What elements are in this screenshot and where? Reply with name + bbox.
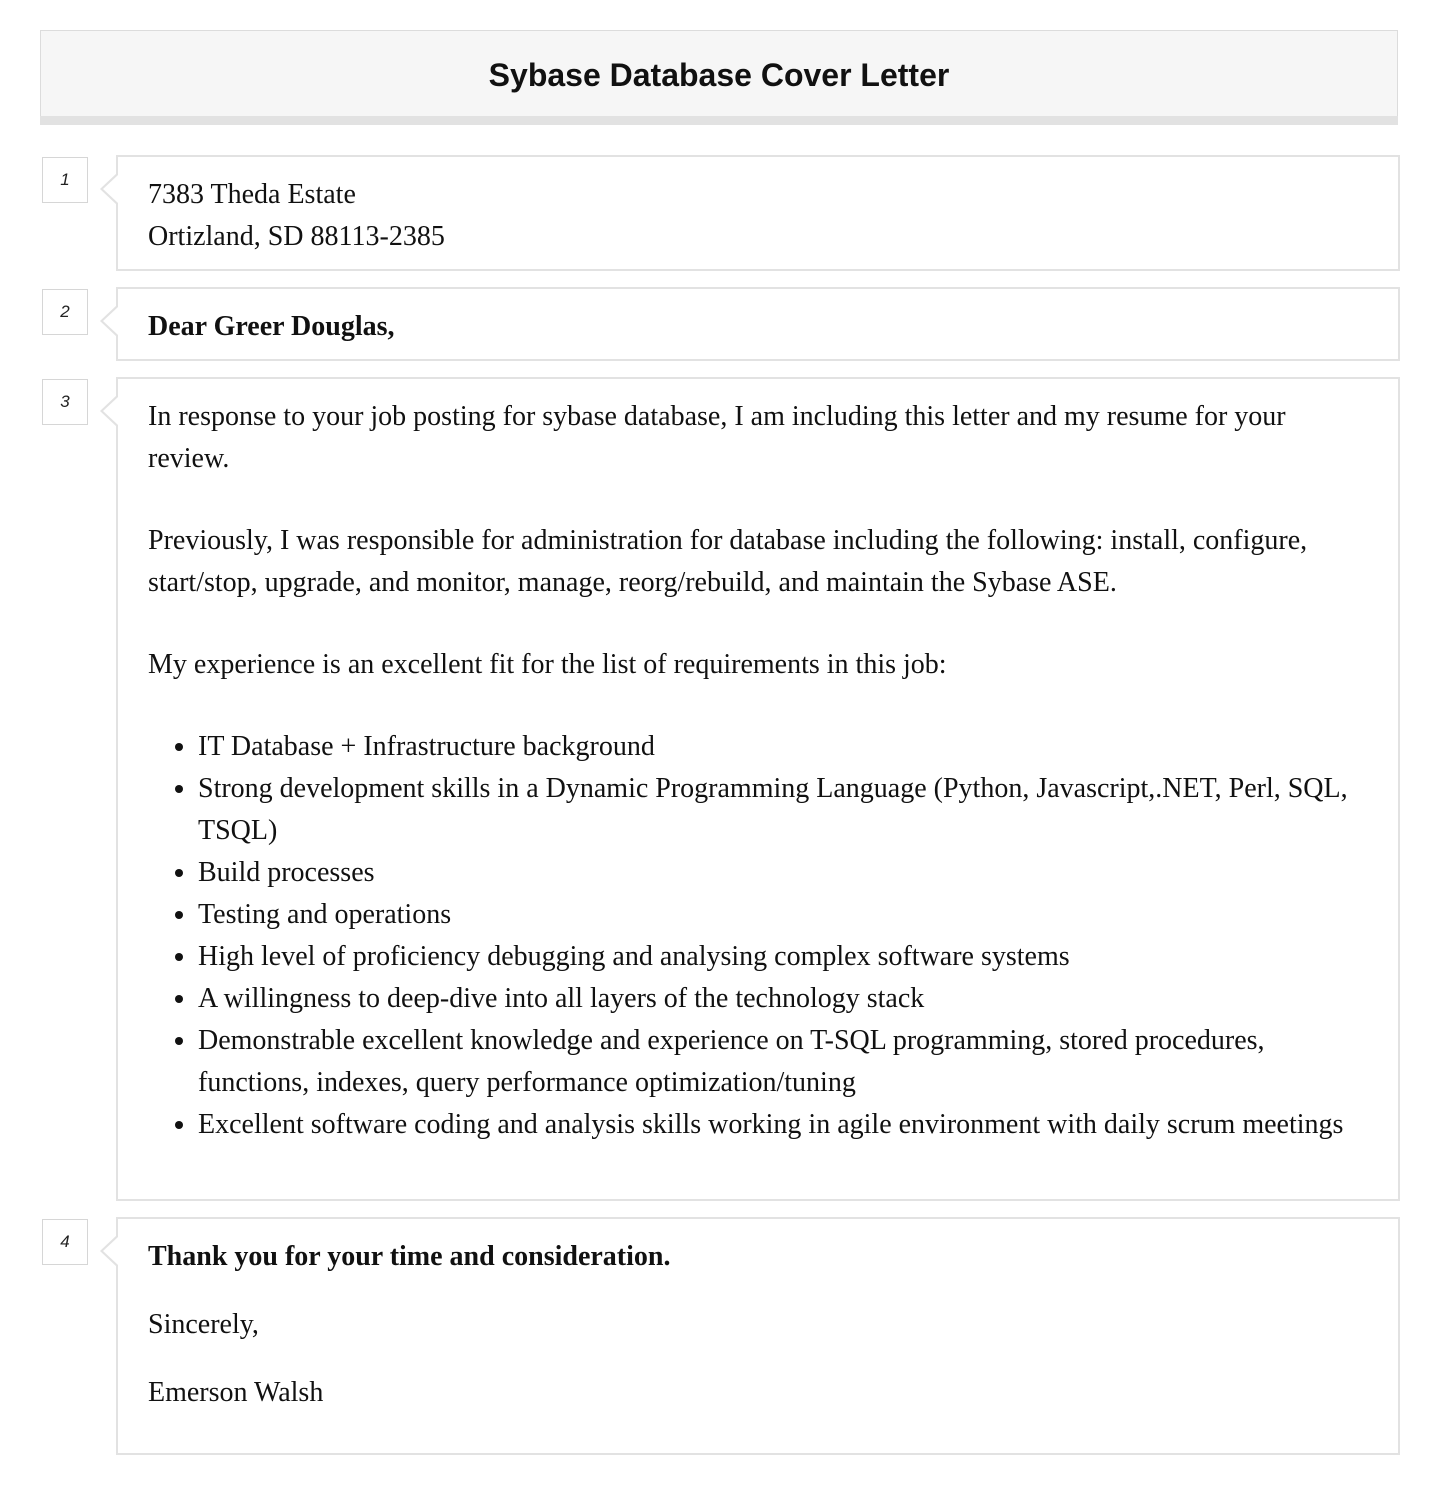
body-paragraph-1: In response to your job posting for sybase database, I am including this letter and my resume for your review. <box>148 401 1286 474</box>
requirement-item: • A willingness to deep-dive into all layers of the technology stack <box>198 978 1368 1020</box>
requirements-list <box>148 726 1368 1146</box>
body-card <box>116 377 1400 1201</box>
closing-salutation: Sincerely, <box>148 1309 259 1340</box>
requirement-item: • IT Database + Infrastructure background <box>198 726 1368 768</box>
page-title: Sybase Database Cover Letter <box>488 57 950 93</box>
requirement-item: • Testing and operations <box>198 894 1368 936</box>
section-number: 4 <box>42 1219 88 1265</box>
section-number: 3 <box>42 379 88 425</box>
body-paragraph-3: My experience is an excellent fit for the list of requirements in this job: <box>148 649 947 680</box>
greeting-card <box>116 287 1400 361</box>
requirement-item: • Demonstrable excellent knowledge and experience on T-SQL programming, stored procedures, functions, indexes, query performance optimization/tuning <box>198 1020 1368 1104</box>
address-line-2: Ortizland, SD 88113-2385 <box>148 221 445 252</box>
requirement-item: • Excellent software coding and analysis skills working in agile environment with daily scrum meetings <box>198 1104 1368 1146</box>
body-paragraph-2: Previously, I was responsible for administration for database including the following: install, configure, start/stop, upgrade, and monitor, manage, reorg/rebuild, and maintain the Sybase ASE. <box>148 525 1308 598</box>
greeting: Dear Greer Douglas, <box>148 311 395 342</box>
address-card <box>116 155 1400 271</box>
requirement-item: • High level of proficiency debugging and analysing complex software systems <box>198 936 1368 978</box>
requirement-item: • Build processes <box>198 852 1368 894</box>
signature-name: Emerson Walsh <box>148 1377 324 1408</box>
title-bar <box>40 30 1398 116</box>
thanks-line: Thank you for your time and consideration. <box>148 1241 671 1272</box>
section-number: 2 <box>42 289 88 335</box>
closing-card <box>116 1217 1400 1455</box>
address-line-1: 7383 Theda Estate <box>148 179 356 210</box>
requirement-item: • Strong development skills in a Dynamic Programming Language (Python, Javascript,.NET, Perl, SQL, TSQL) <box>198 768 1368 852</box>
section-number: 1 <box>42 157 88 203</box>
